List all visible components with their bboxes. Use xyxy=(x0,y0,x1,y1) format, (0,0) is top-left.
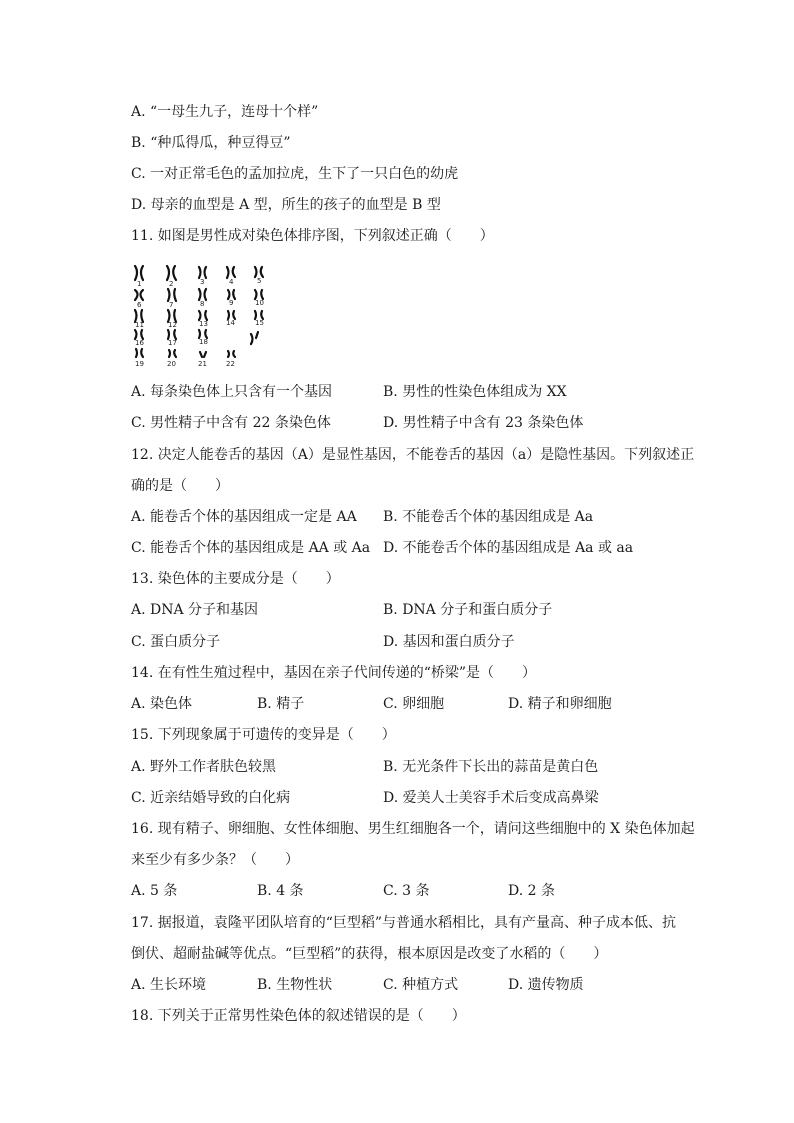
chromosome-pair-5 xyxy=(255,267,263,277)
chromosome-pair-17 xyxy=(168,330,176,339)
karyo-label-10: 10 xyxy=(255,299,264,307)
chromosome-pair-15 xyxy=(255,311,263,319)
q12-option-a[interactable]: A. 能卷舌个体的基因组成一定是 AA xyxy=(131,509,357,525)
chromosome-pair-8 xyxy=(199,289,206,300)
karyo-label-21: 21 xyxy=(198,360,207,368)
q12-option-c[interactable]: C. 能卷舌个体的基因组成是 AA 或 Aa xyxy=(131,540,371,556)
chromosome-pair-13 xyxy=(199,311,207,320)
karyo-label-6: 6 xyxy=(137,301,142,309)
q16-option-d[interactable]: D. 2 条 xyxy=(508,883,555,899)
karyo-label-7: 7 xyxy=(169,301,174,309)
karyo-label-12: 12 xyxy=(168,321,177,329)
q13-option-a[interactable]: A. DNA 分子和基因 xyxy=(131,602,259,618)
q17-option-a[interactable]: A. 生长环境 xyxy=(131,977,207,993)
q13-option-c[interactable]: C. 蛋白质分子 xyxy=(131,634,221,650)
q16-option-b[interactable]: B. 4 条 xyxy=(257,883,304,899)
question-16: 16. 现有精子、卵细胞、女性体细胞、男生红细胞各一个，请问这些细胞中的 X 染色体加起 xyxy=(131,821,695,837)
karyo-label-15: 15 xyxy=(255,319,264,327)
question-15: 15. 下列现象属于可遗传的变异是（ ） xyxy=(131,727,396,743)
karyo-label-8: 8 xyxy=(200,300,205,308)
q13-option-d[interactable]: D. 基因和蛋白质分子 xyxy=(383,634,515,650)
karyo-label-18: 18 xyxy=(199,338,208,346)
karyo-label-2: 2 xyxy=(169,280,174,288)
karyotype-figure xyxy=(131,262,281,372)
karyo-label-22: 22 xyxy=(226,360,235,368)
q11-option-d[interactable]: D. 男性精子中含有 23 条染色体 xyxy=(383,415,584,431)
chromosome-pair-9 xyxy=(228,290,235,299)
question-18: 18. 下列关于正常男性染色体的叙述错误的是（ ） xyxy=(131,1008,466,1024)
karyo-label-5: 5 xyxy=(257,277,262,285)
sex-chromosomes-xy xyxy=(251,332,258,344)
question-17: 17. 据报道，袁隆平团队培育的“巨型稻”与普通水稻相比，具有产量高、种子成本低、抗 xyxy=(131,915,677,931)
q14-option-c[interactable]: C. 卵细胞 xyxy=(383,696,445,712)
q15-option-b[interactable]: B. 无光条件下长出的蒜苗是黄白色 xyxy=(383,759,599,775)
chromosome-pair-3 xyxy=(199,267,206,278)
question-12: 12. 决定人能卷舌的基因（A）是显性基因，不能卷舌的基因（a）是隐性基因。下列叙述正 xyxy=(131,447,695,463)
prev-option-c: C. 一对正常毛色的孟加拉虎，生下了一只白色的幼虎 xyxy=(131,166,459,182)
chromosome-pair-1 xyxy=(135,266,143,280)
chromosome-pair-22 xyxy=(228,351,235,357)
q14-option-a[interactable]: A. 染色体 xyxy=(131,696,193,712)
question-13: 13. 染色体的主要成分是（ ） xyxy=(131,571,340,587)
question-14: 14. 在有性生殖过程中，基因在亲子代间传递的“桥梁”是（ ） xyxy=(131,665,537,681)
karyo-label-1: 1 xyxy=(137,280,142,288)
chromosome-pair-21 xyxy=(200,352,206,357)
q11-option-b[interactable]: B. 男性的性染色体组成为 XX xyxy=(383,384,567,400)
karyo-label-13: 13 xyxy=(199,320,208,328)
chromosome-pair-2 xyxy=(167,266,176,280)
q17-option-c[interactable]: C. 种植方式 xyxy=(383,977,459,993)
chromosome-pair-18 xyxy=(199,330,207,338)
q16-option-c[interactable]: C. 3 条 xyxy=(383,883,430,899)
prev-option-d: D. 母亲的血型是 A 型，所生的孩子的血型是 B 型 xyxy=(131,197,441,213)
q14-option-d[interactable]: D. 精子和卵细胞 xyxy=(508,696,612,712)
karyo-label-19: 19 xyxy=(135,360,144,368)
karyo-label-4: 4 xyxy=(229,278,234,286)
question-12-cont: 确的是（ ） xyxy=(131,478,229,494)
karyo-label-16: 16 xyxy=(135,339,144,347)
chromosome-pair-4 xyxy=(227,267,235,278)
karyo-label-14: 14 xyxy=(226,319,235,327)
chromosome-pair-6 xyxy=(135,290,143,300)
question-17-cont: 倒伏、超耐盐碱等优点。“巨型稻”的获得，根本原因是改变了水稻的（ ） xyxy=(131,946,608,962)
chromosome-pair-16 xyxy=(135,330,143,339)
prev-option-b: B. “种瓜得瓜，种豆得豆” xyxy=(131,135,291,151)
chromosome-pair-10 xyxy=(255,290,263,299)
q13-option-b[interactable]: B. DNA 分子和蛋白质分子 xyxy=(383,602,553,618)
chromosome-pair-14 xyxy=(228,311,235,319)
chromosome-pair-7 xyxy=(168,289,176,301)
prev-option-a: A. “一母生九子，连母十个样” xyxy=(131,104,319,120)
q15-option-c[interactable]: C. 近亲结婚导致的白化病 xyxy=(131,790,291,806)
q12-option-d[interactable]: D. 不能卷舌个体的基因组成是 Aa 或 aa xyxy=(383,540,634,556)
q11-option-a[interactable]: A. 每条染色体上只含有一个基因 xyxy=(131,384,333,400)
karyo-label-3: 3 xyxy=(200,278,205,286)
chromosome-pair-20 xyxy=(169,350,176,357)
question-16-cont: 来至少有多少条？（ ） xyxy=(131,852,299,868)
karyo-label-9: 9 xyxy=(229,299,234,307)
q17-option-b[interactable]: B. 生物性状 xyxy=(257,977,333,993)
chromosome-pair-19 xyxy=(136,349,143,357)
q16-option-a[interactable]: A. 5 条 xyxy=(131,883,178,899)
karyo-label-11: 11 xyxy=(135,321,144,329)
question-11: 11. 如图是男性成对染色体排序图，下列叙述正确（ ） xyxy=(131,228,494,244)
q14-option-b[interactable]: B. 精子 xyxy=(257,696,305,712)
karyo-label-20: 20 xyxy=(167,360,176,368)
q15-option-d[interactable]: D. 爱美人士美容手术后变成高鼻梁 xyxy=(383,790,599,806)
q17-option-d[interactable]: D. 遗传物质 xyxy=(508,977,584,993)
q11-option-c[interactable]: C. 男性精子中含有 22 条染色体 xyxy=(131,415,331,431)
q15-option-a[interactable]: A. 野外工作者肤色较黑 xyxy=(131,759,277,775)
karyo-label-17: 17 xyxy=(168,339,177,347)
q12-option-b[interactable]: B. 不能卷舌个体的基因组成是 Aa xyxy=(383,509,594,525)
